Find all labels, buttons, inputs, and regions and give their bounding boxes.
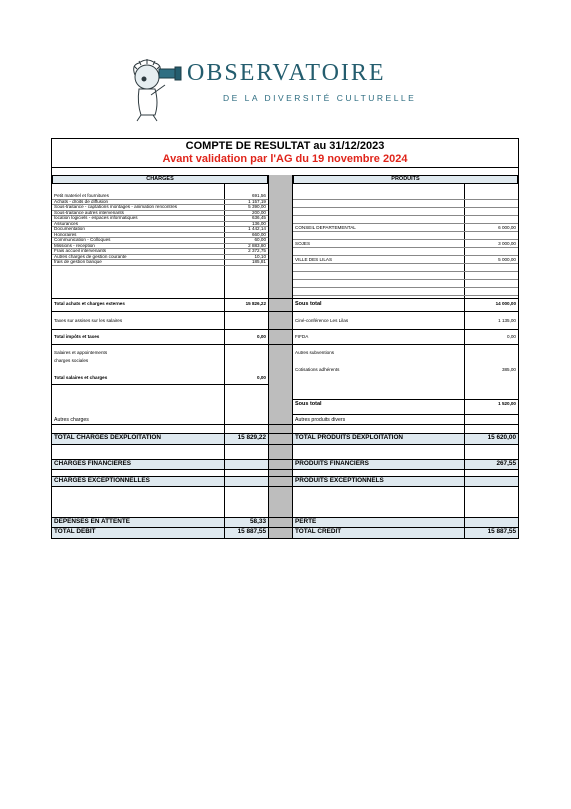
rule xyxy=(52,527,518,528)
cine-value: 1 135,00 xyxy=(498,318,516,323)
charges-item-label: Documentation xyxy=(54,226,85,231)
sous-total-2-value: 1 520,00 xyxy=(498,401,516,406)
produits-item-value: 5 000,00 xyxy=(498,256,516,262)
fifda-value: 0,00 xyxy=(507,334,516,339)
charges-sociales-label: charges sociales xyxy=(54,358,89,363)
total-achats-label: Total achats et charges externes xyxy=(54,301,125,306)
total-impots-label: Total impôts et taxes xyxy=(54,334,100,339)
produits-financiers-label: PRODUITS FINANCIERS xyxy=(295,460,369,467)
produits-item-value: 3 000,00 xyxy=(498,240,516,246)
produits-item-label: SOJES xyxy=(295,240,311,246)
row-rule xyxy=(293,255,518,256)
rule xyxy=(293,399,518,400)
logo-subtitle: DE LA DIVERSITÉ CULTURELLE xyxy=(223,93,417,103)
charges-item-label: Missions - reception xyxy=(54,242,95,248)
rule xyxy=(52,344,518,345)
produits-financiers-value: 267,55 xyxy=(496,460,516,467)
row-rule xyxy=(293,295,518,296)
charges-exceptionnelles-label: CHARGES EXCEPTIONNELLES xyxy=(54,477,150,484)
charges-item-value: 636,45 xyxy=(251,215,266,220)
charges-item-label: Autres charges de gestion courante xyxy=(54,253,127,259)
cotisations-value: 385,00 xyxy=(501,367,516,372)
charges-item-label: Assurances xyxy=(54,220,79,226)
sous-total-1-value: 14 000,00 xyxy=(495,301,516,306)
charges-financieres-label: CHARGES FINANCIERES xyxy=(54,460,132,467)
total-credit-label: TOTAL CREDIT xyxy=(295,528,342,535)
charges-item-label: Petit materiel et fournitures xyxy=(54,193,109,198)
produits-exceptionnels-label: PRODUITS EXCEPTIONNELS xyxy=(295,477,384,484)
income-statement-table xyxy=(51,138,519,539)
rule xyxy=(52,424,518,425)
total-salaires-value: 0,00 xyxy=(257,375,266,380)
document-subtitle: Avant validation par l'AG du 19 novembre 2024 xyxy=(162,153,408,165)
rule xyxy=(52,384,268,385)
total-credit-value: 15 887,55 xyxy=(487,528,516,535)
charges-item-value: 185,81 xyxy=(251,259,266,264)
produits-value-divider xyxy=(464,184,465,538)
charges-item-label: Sous-traitance autres intervenants xyxy=(54,209,124,215)
row-rule xyxy=(293,279,518,280)
document-title: COMPTE DE RESULTAT au 31/12/2023 xyxy=(185,140,385,152)
total-charges-expl-value: 15 829,22 xyxy=(237,434,266,441)
total-produits-expl-label: TOTAL PRODUITS DEXPLOITATION xyxy=(295,434,404,441)
charges-item-value: 200,00 xyxy=(251,209,266,215)
produits-column-header: PRODUITS xyxy=(293,175,518,184)
charges-item-label: Achats - droits de diffusion xyxy=(54,198,109,204)
produits-item-label: VILLE DES LILAS xyxy=(295,256,333,262)
total-debit-label: TOTAL DEBIT xyxy=(54,528,96,535)
charges-item-value: 10,10 xyxy=(254,253,266,259)
charges-item-label: Frais accueil intervenants xyxy=(54,248,107,253)
total-produits-expl-value: 15 620,00 xyxy=(487,434,516,441)
row-rule xyxy=(293,247,518,248)
charges-item-label: Sous-traitance - captations montages - animation rencontres xyxy=(54,204,178,209)
autres-charges-label: Autres charges xyxy=(54,417,89,423)
rule xyxy=(52,486,518,487)
charges-item-label: location logiciels - espaces informatiques xyxy=(54,215,138,220)
logo xyxy=(125,55,415,125)
charges-item-value: 1 157,19 xyxy=(248,198,266,204)
row-rule xyxy=(293,223,518,224)
total-salaires-label: Total salaires et charges xyxy=(54,375,108,380)
rule xyxy=(52,469,518,470)
sous-total-2-label: Sous total xyxy=(295,401,322,407)
total-achats-value: 15 826,22 xyxy=(245,301,266,306)
charges-item-value: 60,00 xyxy=(254,237,266,242)
logo-name: OBSERVATOIRE xyxy=(187,60,386,86)
autres-subventions-label: Autres subventions xyxy=(295,350,335,355)
depenses-attente-label: DEPENSES EN ATTENTE xyxy=(54,518,130,525)
autres-produits-label: Autres produits divers xyxy=(295,417,346,423)
charges-column-header: CHARGES xyxy=(52,175,268,184)
charges-item-label: Honoraires xyxy=(54,231,77,237)
produits-item-value: 6 000,00 xyxy=(498,224,516,230)
total-debit-value: 15 887,55 xyxy=(237,528,266,535)
charges-item-value: 2 372,75 xyxy=(248,248,266,253)
produits-item-label: CONSEIL DEPARTEMENTAL xyxy=(295,224,356,230)
separator-column xyxy=(268,175,293,538)
row-rule xyxy=(293,271,518,272)
observer-telescope-icon xyxy=(125,55,185,125)
charges-item-value: 2 883,80 xyxy=(248,242,266,248)
charges-item-label: Communication - Colloques xyxy=(54,237,111,242)
row-rule xyxy=(293,263,518,264)
salaires-label: Salaires et appointements xyxy=(54,350,108,355)
row-rule xyxy=(293,287,518,288)
row-rule xyxy=(293,207,518,208)
charges-item-value: 691,56 xyxy=(251,193,266,198)
row-rule xyxy=(293,231,518,232)
charges-item-label: frais de gestion banque xyxy=(54,259,102,264)
fifda-label: FIFDA xyxy=(295,334,309,339)
taxes-label: Taxes sur assises sur les salaires xyxy=(54,318,123,323)
sous-total-1-label: Sous total xyxy=(295,301,322,307)
header-rule xyxy=(52,167,518,168)
row-rule xyxy=(293,199,518,200)
total-impots-value: 0,00 xyxy=(257,334,266,339)
row-rule xyxy=(293,215,518,216)
cotisations-label: Cotisations adhérents xyxy=(295,367,340,372)
perte-label: PERTE xyxy=(295,518,317,525)
charges-item-value: 5 390,00 xyxy=(248,204,266,209)
rule xyxy=(52,444,518,445)
charges-item-value: 1 442,14 xyxy=(248,226,266,231)
charges-item-value: 660,00 xyxy=(251,231,266,237)
depenses-attente-value: 58,33 xyxy=(250,518,266,525)
rule xyxy=(52,298,518,299)
charges-item-value: 136,00 xyxy=(251,220,266,226)
row-rule xyxy=(52,265,268,266)
rule xyxy=(52,311,518,312)
cine-label: Ciné-conférence Les Lilas xyxy=(295,318,349,323)
rule xyxy=(293,414,518,415)
rule xyxy=(52,329,518,330)
row-rule xyxy=(293,239,518,240)
total-charges-expl-label: TOTAL CHARGES DEXPLOITATION xyxy=(54,434,161,441)
